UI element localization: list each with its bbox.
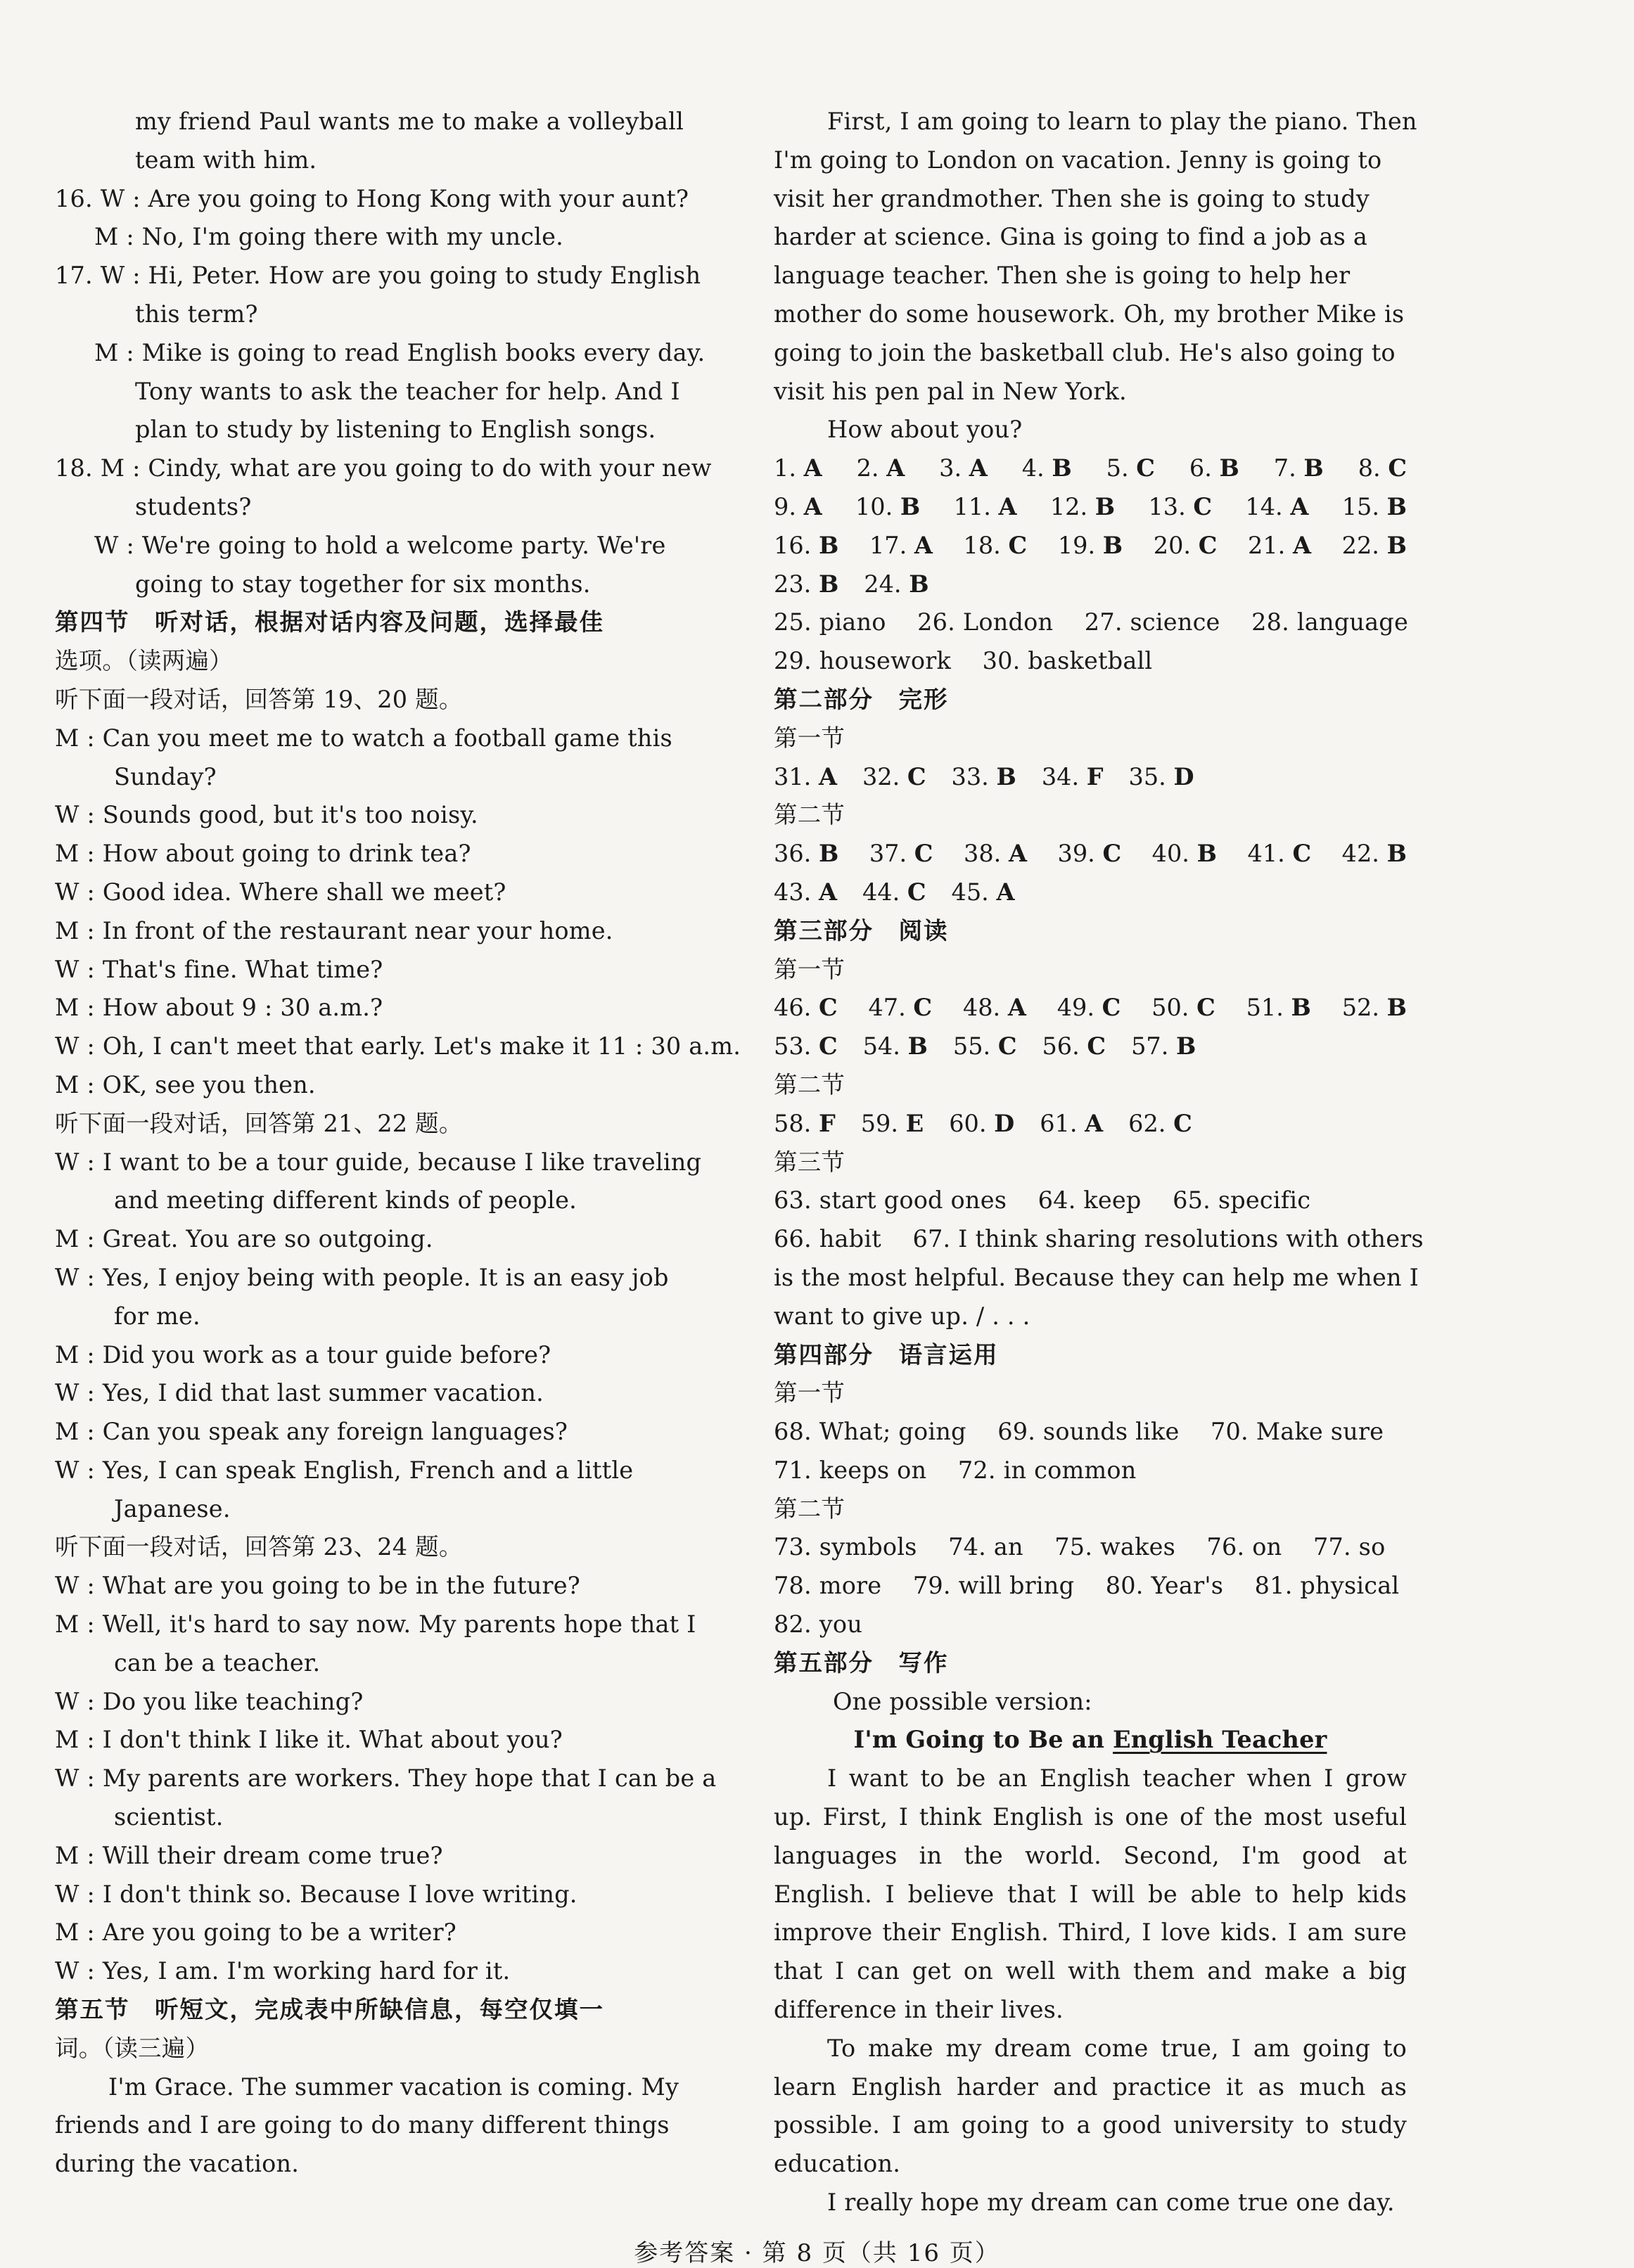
transcript-line: W : I want to be a tour guide, because I like traveling	[55, 1148, 702, 1176]
answer-letter: C	[1102, 994, 1121, 1022]
answer-item	[862, 873, 926, 912]
answer-item	[949, 1105, 1014, 1143]
transcript-line: M : Will their dream come true?	[55, 1841, 443, 1869]
answer-item	[1040, 1105, 1103, 1143]
answer-item	[1342, 989, 1407, 1027]
answer-letter: B	[909, 570, 929, 598]
essay-paragraph: To make my dream come true, I am going to learn English harder and practice it as much as possible. I am going to a good university to study education.	[774, 2034, 1407, 2178]
transcript-line: W : Yes, I enjoy being with people. It is an easy job	[55, 1263, 669, 1291]
answer-number: 41.	[1247, 840, 1293, 868]
answer-number: 56.	[1042, 1032, 1087, 1061]
part2-section1-answers	[774, 758, 1407, 797]
answer-number: 24.	[864, 570, 909, 598]
answer-letter: A	[1007, 994, 1026, 1022]
essay-title-underlined: English Teacher	[1113, 1726, 1327, 1754]
answer-item	[1342, 527, 1407, 565]
answer-number: 55.	[952, 1032, 998, 1061]
answer-letter: C	[907, 762, 926, 790]
answer-number: 47.	[868, 994, 914, 1022]
answer-number: 18.	[963, 531, 1009, 559]
transcript-line: 词。（读三遍）	[55, 2034, 210, 2062]
transcript-line: M : No, I'm going there with my uncle.	[94, 223, 563, 251]
answer-number: 37.	[869, 840, 914, 868]
transcript-line: M : Can you meet me to watch a football game this	[55, 724, 672, 752]
answer-number: 16.	[774, 531, 819, 559]
answer-letter: B	[1386, 531, 1407, 559]
answer-number: 54.	[862, 1032, 908, 1061]
answer-number: 57.	[1131, 1032, 1177, 1061]
listening-passage-continued	[774, 103, 1417, 449]
answer-item	[1246, 989, 1311, 1027]
answer-letter: A	[818, 878, 837, 906]
answer-line: 82. you	[774, 1610, 862, 1639]
answer-item	[1274, 449, 1324, 488]
answer-item	[1128, 1105, 1192, 1143]
answer-letter: C	[1292, 840, 1312, 868]
answer-number: 48.	[962, 994, 1008, 1022]
answer-item	[1057, 989, 1121, 1027]
transcript-line: my friend Paul wants me to make a volleyball	[135, 108, 684, 135]
transcript-line: during the vacation.	[55, 2150, 300, 2178]
answer-item	[864, 565, 928, 604]
answer-letter: A	[914, 531, 933, 559]
answer-item	[964, 527, 1028, 565]
answer-number: 3.	[939, 454, 969, 482]
transcript-line: W : Yes, I am. I'm working hard for it.	[55, 1957, 511, 1985]
answer-number: 53.	[774, 1032, 819, 1061]
answer-row	[774, 565, 1407, 604]
answer-item	[774, 758, 837, 797]
answer-letter: B	[818, 531, 839, 559]
passage-line: mother do some housework. Oh, my brother Mike is	[774, 300, 1405, 328]
answer-item	[1151, 989, 1215, 1027]
part4-section2-answers	[774, 1528, 1407, 1644]
answer-number: 22.	[1341, 531, 1387, 559]
part4-section1-answers	[774, 1413, 1407, 1490]
passage-line: harder at science. Gina is going to find a job as a	[774, 223, 1368, 251]
answer-item	[774, 449, 822, 488]
answer-letter: B	[1196, 840, 1217, 868]
answer-letter: B	[1386, 994, 1407, 1022]
answer-number: 1.	[774, 454, 804, 482]
answer-letter: C	[914, 840, 933, 868]
transcript-line: W : I don't think so. Because I love writing.	[55, 1880, 577, 1908]
answer-number: 8.	[1358, 454, 1389, 482]
answer-item	[774, 488, 822, 527]
page-footer: 参考答案 · 第 8 页（共 16 页）	[634, 2239, 1000, 2267]
passage-line: visit her grandmother. Then she is going to study	[774, 184, 1370, 212]
answer-number: 45.	[951, 878, 997, 906]
fill-answer-line: 25. piano 26. London 27. science 28. language	[774, 608, 1408, 636]
sample-intro: One possible version:	[833, 1687, 1092, 1715]
answer-item	[774, 835, 838, 873]
transcript-line: 听下面一段对话，回答第 21、22 题。	[55, 1109, 463, 1137]
answer-number: 59.	[860, 1109, 906, 1137]
answer-item	[1245, 488, 1308, 527]
answer-letter: C	[1196, 994, 1215, 1022]
answer-item	[1058, 527, 1123, 565]
answer-item	[1050, 488, 1115, 527]
transcript-line: and meeting different kinds of people.	[114, 1186, 577, 1215]
transcript-line: plan to study by listening to English songs.	[135, 416, 656, 444]
transcript-line: 选项。（读两遍）	[55, 647, 233, 675]
answer-letter: C	[1136, 454, 1155, 482]
answer-letter: C	[1102, 840, 1122, 868]
passage-line: I'm going to London on vacation. Jenny is going to	[774, 146, 1382, 174]
answer-item	[863, 1027, 928, 1066]
fill-answer-line: 29. housework 30. basketball	[774, 647, 1153, 675]
transcript-line: W : Yes, I can speak English, French and a little	[55, 1456, 634, 1484]
answer-item	[1058, 835, 1122, 873]
transcript-line: W : Good idea. Where shall we meet?	[55, 878, 506, 906]
answer-letter: C	[997, 1032, 1017, 1061]
answer-item	[869, 527, 933, 565]
answer-number: 58.	[774, 1109, 819, 1137]
answer-row	[774, 758, 1407, 797]
answer-number: 23.	[774, 570, 819, 598]
answer-number: 52.	[1341, 994, 1387, 1022]
answer-letter: C	[1087, 1032, 1106, 1061]
answer-number: 6.	[1189, 454, 1220, 482]
answer-number: 62.	[1128, 1109, 1174, 1137]
answer-item	[1358, 449, 1407, 488]
transcript-line: 听下面一段对话，回答第 23、24 题。	[55, 1533, 463, 1561]
answer-item	[1042, 758, 1104, 797]
essay-paragraph: I want to be an English teacher when I grow up. First, I think English is one of the most useful languages in the world. Second, I'm good at English. I believe that I will be able to help kids improve their English. Third, I love kids. I am sure that I can get on well with them and make a big difference in their lives.	[774, 1764, 1407, 2024]
transcript-line: W : My parents are workers. They hope that I can be a	[55, 1764, 717, 1793]
answer-letter: B	[1094, 492, 1116, 520]
transcript-line: M : Are you going to be a writer?	[55, 1918, 457, 1947]
transcript-line: W : Oh, I can't meet that early. Let's make it 11 : 30 a.m.	[55, 1032, 741, 1061]
answer-number: 17.	[869, 531, 914, 559]
answer-line: 71. keeps on 72. in common	[774, 1456, 1137, 1484]
answer-number: 34.	[1041, 762, 1087, 790]
answer-row	[774, 449, 1407, 488]
transcript-line: friends and I are going to do many different things	[55, 2111, 670, 2139]
answer-letter: C	[907, 878, 926, 906]
answer-letter: A	[1290, 492, 1309, 520]
answer-item	[861, 1105, 924, 1143]
answer-number: 33.	[951, 762, 997, 790]
answer-item	[953, 1027, 1017, 1066]
answer-line: want to give up. / . . .	[774, 1302, 1030, 1330]
answer-item	[954, 488, 1017, 527]
transcript-line: Tony wants to ask the teacher for help. And I	[135, 377, 680, 405]
answer-letter: D	[1173, 762, 1194, 790]
transcript-line: W : That's fine. What time?	[55, 955, 383, 983]
answer-number: 42.	[1341, 840, 1387, 868]
answer-letter: F	[1086, 762, 1104, 790]
answer-number: 20.	[1153, 531, 1199, 559]
answer-row	[774, 989, 1407, 1027]
answer-item	[774, 1105, 836, 1143]
answer-item	[1042, 1027, 1106, 1066]
answer-item	[855, 488, 920, 527]
answer-number: 10.	[855, 492, 900, 520]
answer-item	[1148, 488, 1212, 527]
answer-letter: B	[907, 1032, 928, 1061]
answer-number: 21.	[1248, 531, 1293, 559]
answer-line: 73. symbols 74. an 75. wakes 76. on 77. so	[774, 1533, 1386, 1561]
part2-heading: 第二部分 完形	[774, 685, 949, 713]
passage-line: language teacher. Then she is going to help her	[774, 262, 1351, 290]
answer-item	[868, 989, 932, 1027]
answer-line: 78. more 79. will bring 80. Year's 81. physical	[774, 1572, 1400, 1600]
passage-line: going to join the basketball club. He's also going to	[774, 338, 1396, 366]
transcript-line: Japanese.	[114, 1494, 231, 1523]
transcript-line: W : What are you going to be in the future?	[55, 1572, 580, 1600]
answer-number: 39.	[1057, 840, 1103, 868]
transcript-line: M : Great. You are so outgoing.	[55, 1225, 433, 1253]
transcript-line: M : Well, it's hard to say now. My parents hope that I	[55, 1610, 696, 1639]
transcript-line: W : Yes, I did that last summer vacation.	[55, 1379, 544, 1407]
answer-item	[952, 758, 1016, 797]
passage-line: How about you?	[827, 416, 1023, 444]
transcript-line: 第四节 听对话，根据对话内容及问题，选择最佳	[55, 608, 604, 636]
answer-number: 2.	[856, 454, 887, 482]
answer-letter: B	[1219, 454, 1239, 482]
answer-number: 60.	[949, 1109, 995, 1137]
transcript-line: students?	[135, 492, 252, 520]
answer-letter: C	[1008, 531, 1028, 559]
answer-item	[1152, 835, 1217, 873]
answer-letter: B	[996, 762, 1016, 790]
answer-row	[774, 1027, 1407, 1066]
transcript-line: this term?	[135, 300, 258, 328]
answer-letter: A	[998, 492, 1017, 520]
answer-letter: A	[886, 454, 905, 482]
answer-row	[774, 835, 1407, 873]
answer-letter: B	[1052, 454, 1072, 482]
answer-number: 44.	[862, 878, 907, 906]
answer-letter: C	[818, 994, 838, 1022]
transcript-line: 第五节 听短文，完成表中所缺信息，每空仅填一	[55, 1996, 604, 2024]
answer-letter: B	[900, 492, 921, 520]
answer-number: 46.	[774, 994, 819, 1022]
answer-letter: A	[996, 878, 1015, 906]
transcript-line: M : OK, see you then.	[55, 1070, 316, 1098]
answer-number: 11.	[953, 492, 999, 520]
part5-heading: 第五部分 写作	[774, 1648, 949, 1677]
answer-line: 68. What; going 69. sounds like 70. Make sure	[774, 1418, 1384, 1446]
answer-number: 51.	[1246, 994, 1291, 1022]
answer-letter: A	[969, 454, 988, 482]
answer-number: 13.	[1148, 492, 1194, 520]
part3-section3-answers	[774, 1181, 1424, 1335]
answer-item	[939, 449, 988, 488]
answer-item	[1022, 449, 1072, 488]
passage-line: First, I am going to learn to play the piano. Then	[827, 108, 1417, 135]
transcript-line: M : In front of the restaurant near your home.	[55, 916, 613, 944]
part4-heading: 第四部分 语言运用	[774, 1340, 999, 1369]
answer-letter: A	[803, 454, 822, 482]
answer-number: 50.	[1151, 994, 1197, 1022]
answer-letter: A	[1085, 1109, 1104, 1137]
answer-letter: C	[1173, 1109, 1192, 1137]
part3-section3-label: 第三节	[774, 1148, 845, 1176]
part3-section1-answers	[774, 989, 1407, 1066]
answer-letter: C	[818, 1032, 838, 1061]
answer-letter: F	[818, 1109, 836, 1137]
transcript-line: 17. W : Hi, Peter. How are you going to study English	[55, 262, 701, 290]
transcript-line: M : Did you work as a tour guide before?	[55, 1340, 551, 1369]
answer-letter: A	[818, 762, 837, 790]
part3-section1-label: 第一节	[774, 955, 845, 983]
answer-number: 7.	[1273, 454, 1304, 482]
answer-letter: A	[1008, 840, 1027, 868]
answer-number: 35.	[1128, 762, 1174, 790]
answer-item	[964, 835, 1027, 873]
answer-letter: B	[1386, 492, 1407, 520]
answer-letter: B	[1291, 994, 1311, 1022]
answer-letter: A	[803, 492, 822, 520]
answer-number: 12.	[1049, 492, 1095, 520]
answer-letter: B	[818, 840, 839, 868]
answer-letter: C	[1198, 531, 1218, 559]
part3-heading: 第三部分 阅读	[774, 916, 949, 944]
transcript-line: W : Do you like teaching?	[55, 1687, 364, 1715]
answer-item	[963, 989, 1026, 1027]
transcript-line: Sunday?	[114, 762, 217, 790]
transcript-line: for me.	[114, 1302, 200, 1330]
essay-paragraph: I really hope my dream can come true one day.	[827, 2189, 1395, 2217]
answer-number: 31.	[774, 762, 819, 790]
answer-item	[862, 758, 926, 797]
answer-item	[1189, 449, 1239, 488]
transcript-line: 听下面一段对话，回答第 19、20 题。	[55, 685, 463, 713]
transcript-line: I'm Grace. The summer vacation is coming. My	[108, 2072, 679, 2101]
part4-section1-label: 第一节	[774, 1379, 845, 1407]
answer-row	[774, 488, 1407, 527]
answer-number: 38.	[964, 840, 1009, 868]
transcript-line: M : How about 9 : 30 a.m.?	[55, 994, 383, 1022]
answer-item	[774, 565, 838, 604]
answer-letter: D	[994, 1109, 1015, 1137]
answer-row	[774, 873, 1407, 912]
part2-section1-label: 第一节	[774, 724, 845, 752]
answer-item	[1342, 835, 1407, 873]
answer-number: 15.	[1341, 492, 1387, 520]
answer-item	[774, 989, 838, 1027]
answer-item	[952, 873, 1015, 912]
answer-number: 9.	[774, 492, 804, 520]
answer-letter: C	[913, 994, 933, 1022]
answer-number: 32.	[862, 762, 907, 790]
essay-title	[774, 1721, 1407, 1760]
answer-letter: B	[1303, 454, 1324, 482]
answer-line: 66. habit 67. I think sharing resolutions with others	[774, 1225, 1424, 1253]
answer-number: 19.	[1057, 531, 1103, 559]
transcript-line: 16. W : Are you going to Hong Kong with your aunt?	[55, 184, 689, 212]
transcript-line: M : How about going to drink tea?	[55, 840, 471, 868]
answer-item	[869, 835, 933, 873]
answer-letter: C	[1388, 454, 1407, 482]
answer-letter: C	[1193, 492, 1213, 520]
answer-item	[774, 527, 838, 565]
answer-number: 5.	[1106, 454, 1137, 482]
part3-section2-answers	[774, 1105, 1407, 1143]
answer-letter: A	[1292, 531, 1311, 559]
answer-item	[774, 873, 837, 912]
answer-item	[1342, 488, 1407, 527]
answer-item	[1129, 758, 1194, 797]
answer-number: 61.	[1040, 1109, 1085, 1137]
answer-item	[1248, 835, 1312, 873]
transcript-line: W : Sounds good, but it's too noisy.	[55, 801, 478, 829]
answer-item	[1154, 527, 1218, 565]
answer-number: 40.	[1151, 840, 1197, 868]
answer-number: 14.	[1245, 492, 1291, 520]
answer-number: 49.	[1057, 994, 1102, 1022]
part2-section2-label: 第二节	[774, 801, 845, 829]
answer-line: is the most helpful. Because they can help me when I	[774, 1263, 1419, 1291]
transcript-line: W : We're going to hold a welcome party. We're	[94, 531, 666, 559]
part3-section2-label: 第二节	[774, 1070, 845, 1098]
answer-letter: B	[1386, 840, 1407, 868]
passage-line: visit his pen pal in New York.	[774, 377, 1127, 405]
answer-item	[774, 1027, 838, 1066]
transcript-line: team with him.	[135, 146, 317, 174]
answer-number: 4.	[1021, 454, 1052, 482]
part4-section2-label: 第二节	[774, 1494, 845, 1523]
answer-letter: E	[905, 1109, 924, 1137]
answer-letter: B	[1102, 531, 1123, 559]
part2-section2-answers	[774, 835, 1407, 912]
answer-number: 43.	[774, 878, 819, 906]
essay-body	[774, 1760, 1407, 2222]
transcript-line: can be a teacher.	[114, 1648, 321, 1677]
answer-item	[857, 449, 905, 488]
answer-row	[774, 1105, 1407, 1143]
transcript-line: going to stay together for six months.	[135, 570, 591, 598]
left-column	[55, 103, 741, 2184]
answers-1-24	[774, 449, 1407, 603]
transcript-line: M : Mike is going to read English books every day.	[94, 338, 706, 366]
transcript-line: M : Can you speak any foreign languages?	[55, 1418, 568, 1446]
answer-item	[1106, 449, 1155, 488]
answer-item	[1248, 527, 1311, 565]
answer-letter: B	[818, 570, 839, 598]
answer-row	[774, 527, 1407, 565]
essay-title-plain: I'm Going to Be an	[853, 1726, 1113, 1754]
transcript-line: 18. M : Cindy, what are you going to do with your new	[55, 454, 712, 482]
answer-number: 36.	[774, 840, 819, 868]
answer-letter: B	[1176, 1032, 1196, 1061]
right-column	[774, 103, 1424, 2222]
answers-25-30	[774, 603, 1407, 681]
answer-item	[1131, 1027, 1196, 1066]
transcript-line: M : I don't think I like it. What about you?	[55, 1726, 563, 1754]
answer-line: 63. start good ones 64. keep 65. specific	[774, 1186, 1311, 1215]
transcript-line: scientist.	[114, 1803, 224, 1831]
